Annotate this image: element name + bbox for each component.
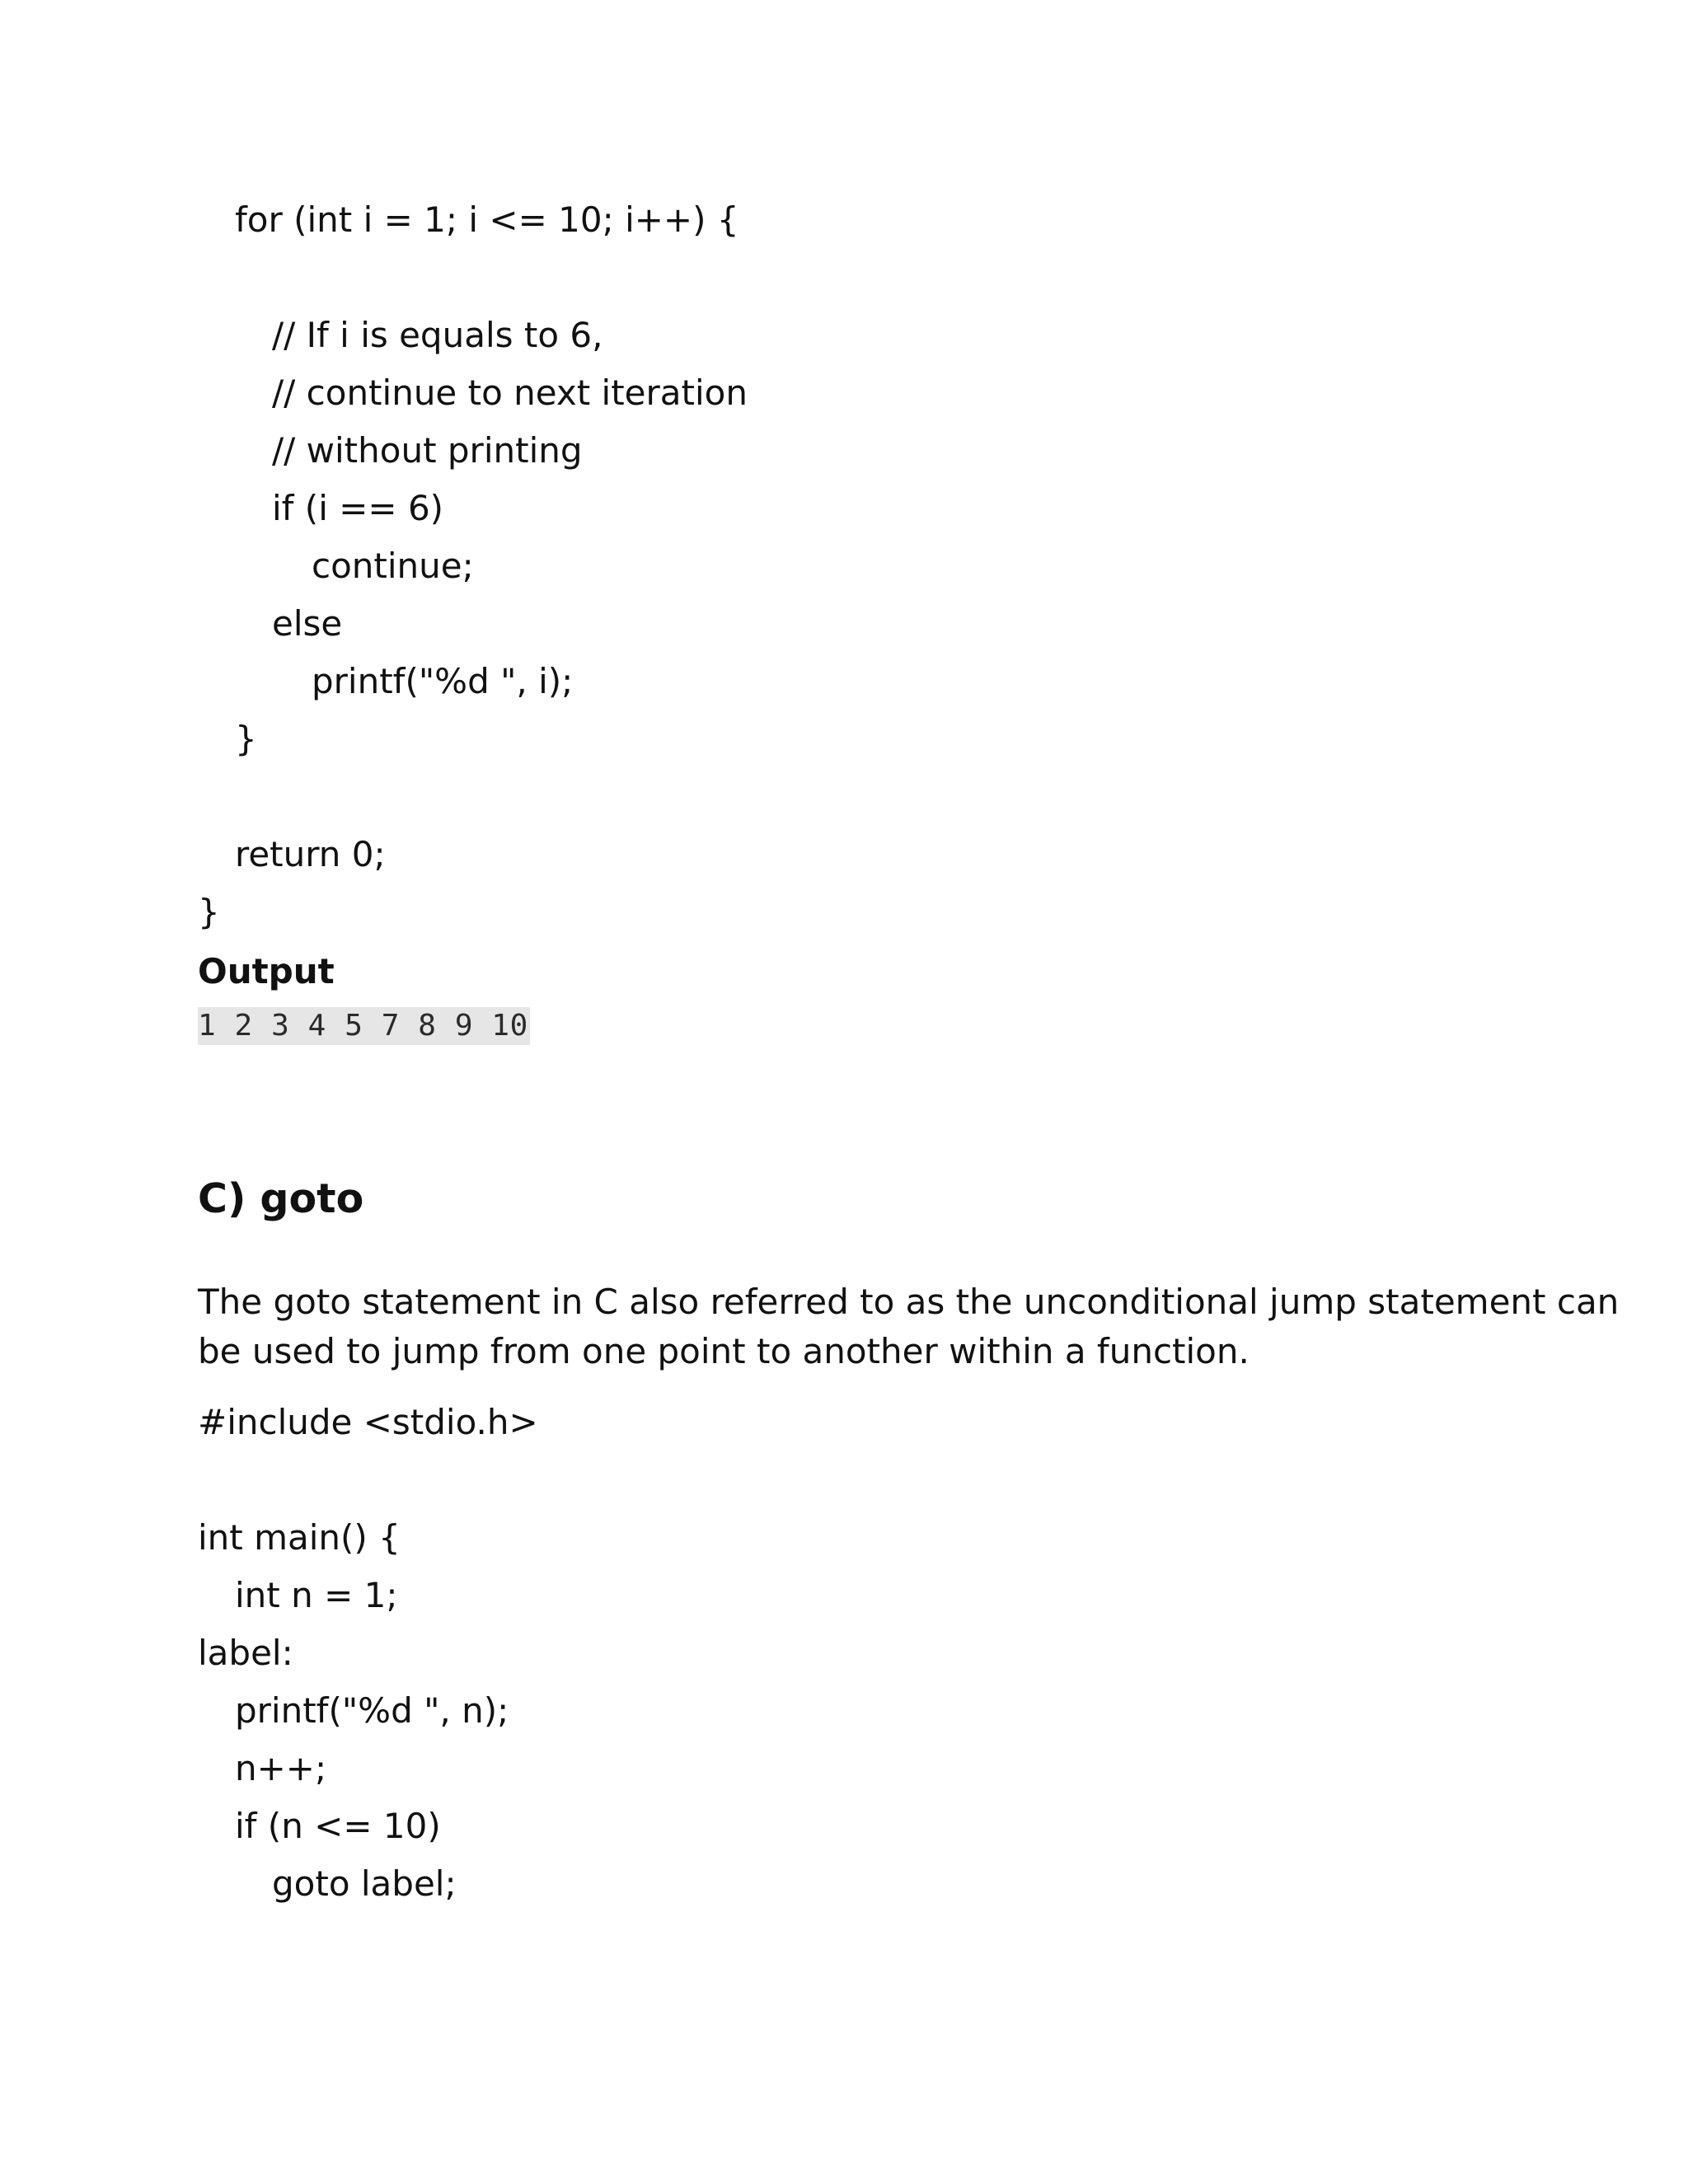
code-line-else: else [272, 603, 343, 644]
section-heading: C) goto [198, 1175, 364, 1222]
code-line-comment-3: // without printing [272, 430, 583, 471]
code-line-main: int main() { [198, 1517, 401, 1558]
code-line-continue: continue; [312, 546, 474, 586]
output-text: 1 2 3 4 5 7 8 9 10 [198, 1007, 530, 1045]
code-line-goto: goto label; [272, 1863, 457, 1904]
code-line-close-main: } [198, 892, 220, 932]
code-line-increment: n++; [235, 1748, 327, 1788]
code-line-if: if (i == 6) [272, 488, 444, 528]
code-line-comment-1: // If i is equals to 6, [272, 315, 603, 355]
code-line-label: label: [198, 1633, 293, 1673]
code-line-close-for: } [235, 719, 257, 759]
code-line-return: return 0; [235, 834, 386, 874]
code-line-include: #include <stdio.h> [198, 1402, 538, 1442]
code-line-comment-2: // continue to next iteration [272, 373, 748, 413]
output-heading: Output [198, 951, 335, 991]
code-line-printf: printf("%d ", i); [312, 661, 574, 701]
code-line-printf-n: printf("%d ", n); [235, 1690, 509, 1731]
code-line-int-n: int n = 1; [235, 1575, 398, 1615]
code-line-for-loop: for (int i = 1; i <= 10; i++) { [235, 199, 739, 240]
section-paragraph: The goto statement in C also referred to as the unconditional jump statement can be used to jump from one point to another within a function. [198, 1282, 1620, 1371]
code-line-if-n: if (n <= 10) [235, 1806, 441, 1846]
